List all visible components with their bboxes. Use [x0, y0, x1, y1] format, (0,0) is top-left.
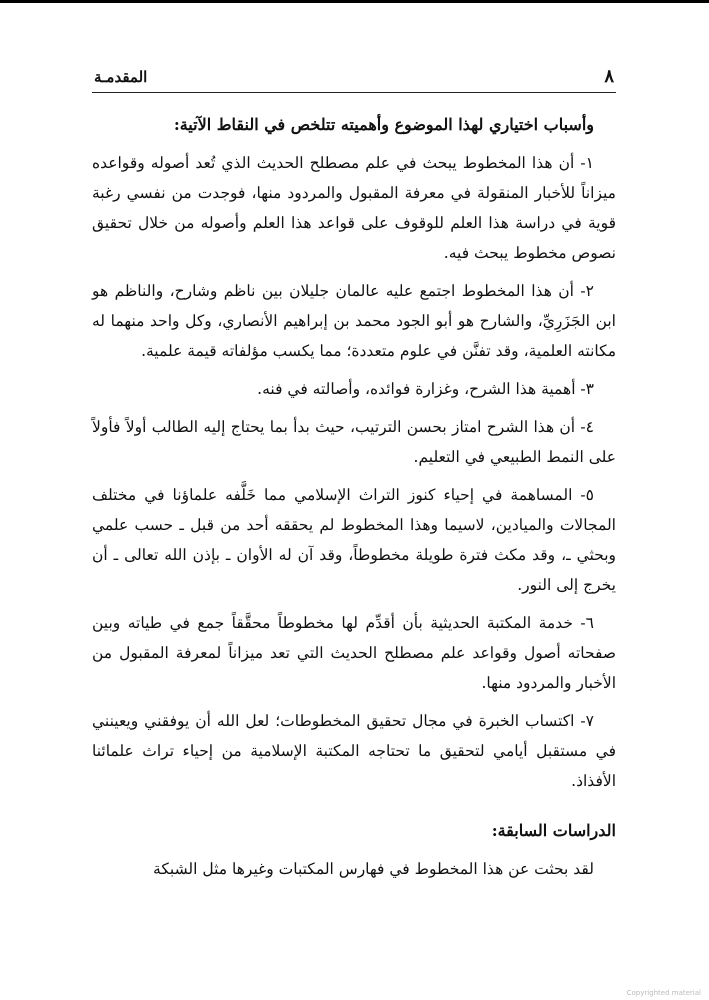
running-title: المقدمـة [94, 68, 148, 86]
reason-paragraph-4: ٤- أن هذا الشرح امتاز بحسن الترتيب، حيث بدأ بما يحتاج إليه الطالب أولاً فأولاً على النمط الطبيعي في التعليم. [92, 418, 616, 466]
reason-paragraph-1: ١- أن هذا المخطوط يبحث في علم مصطلح الحديث الذي تُعد أصوله وقواعده ميزاناً للأخبار المنقولة في معرفة المقبول والمردود منها، فوجدت من نفسي رغبة قوية في دراسة هذا العلم للوقوف على قواعد هذا العلم وأصوله من خلال تحقيق نصوص مخطوط يبحث فيه. [92, 154, 616, 262]
reason-paragraph-3: ٣- أهمية هذا الشرح، وغزارة فوائده، وأصالته في فنه. [257, 380, 594, 398]
reason-paragraph-2: ٢- أن هذا المخطوط اجتمع عليه عالمان جليلان بين ناظم وشارح، والناظم هو ابن الجَزَرِيِّ، والشارح هو أبو الجود محمد بن إبراهيم الأنصاري، وكل واحد منهما له مكانته العلمية، وقد تفنَّن في علوم متعددة؛ مما يكسب مؤلفاته قيمة علمية. [92, 282, 616, 360]
copyright-watermark: Copyrighted material [626, 989, 701, 997]
reason-paragraph-7: ٧- اكتساب الخبرة في مجال تحقيق المخطوطات؛ لعل الله أن يوفقني ويعينني في مستقبل أيامي لتحقيق ما تحتاجه المكتبة الإسلامية من إحياء تراث علمائنا الأفذاذ. [92, 712, 616, 790]
previous-studies-paragraph: لقد بحثت عن هذا المخطوط في فهارس المكتبات وغيرها مثل الشبكة [153, 860, 594, 878]
previous-studies-heading: الدراسات السابقة: [491, 821, 616, 840]
page-header [92, 66, 616, 93]
reason-paragraph-6: ٦- خدمة المكتبة الحديثية بأن أقدِّم لها مخطوطاً محقَّقاً جمع في طياته وبين صفحاته أصول وقواعد علم مصطلح الحديث التي تعد ميزاناً لمعرفة المقبول من الأخبار والمردود منها. [92, 614, 616, 692]
page-body [92, 110, 616, 892]
intro-heading: وأسباب اختياري لهذا الموضوع وأهميته تتلخص في النقاط الآتية: [173, 115, 594, 134]
page-number: ٨ [604, 66, 614, 87]
top-border-line [0, 0, 709, 3]
reason-paragraph-5: ٥- المساهمة في إحياء كنوز التراث الإسلامي مما خَلَّفه علماؤنا في مختلف المجالات والميادين، لاسيما وهذا المخطوط لم يحققه أحد من قبل ـ حسب علمي وبحثي ـ، وقد مكث فترة طويلة مخطوطاً، وقد آن له الأوان ـ بإذن الله تعالى ـ أن يخرج إلى النور. [92, 486, 616, 594]
